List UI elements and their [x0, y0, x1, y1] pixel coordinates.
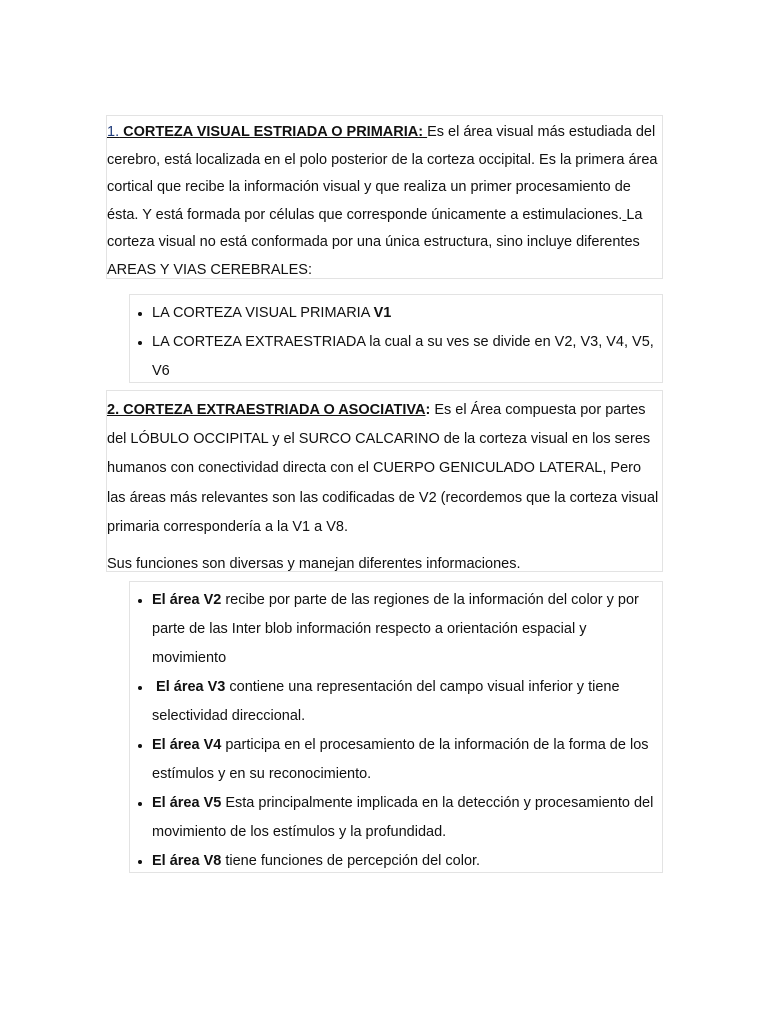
- list2-item-text: recibe por parte de las regiones de la información del color y por parte de las Inter blob información respecto a orientación espacial y movimiento: [152, 592, 639, 666]
- section1-heading: CORTEZA VISUAL ESTRIADA O PRIMARIA:: [119, 124, 428, 140]
- list2-item-label: El área V2: [152, 592, 222, 608]
- list2: [130, 586, 660, 876]
- list-item: [152, 299, 660, 328]
- list2-item-text: participa en el procesamiento de la información de la forma de los estímulos y en su reconocimiento.: [152, 737, 649, 782]
- list-item: [152, 673, 660, 731]
- list2-item-text: tiene funciones de percepción del color.: [221, 853, 481, 869]
- section2-heading: 2. CORTEZA EXTRAESTRIADA O ASOCIATIVA: [107, 402, 426, 418]
- list-item: [152, 586, 660, 673]
- section1-paragraph: [107, 119, 663, 284]
- section1-body-a: Es el área visual más estudiada del cerebro, está localizada en el polo posterior de la corteza occipital. Es la primera área cortical que recibe la información visual y que realiza un primer procesamiento de ésta. Y está formada por células que corresponde únicamente a estimulaciones.: [107, 124, 658, 223]
- section2-functions: Sus funciones son diversas y manejan diferentes informaciones.: [107, 556, 521, 572]
- list2-item-label: El área V8: [152, 853, 222, 869]
- section2-colon: :: [425, 402, 431, 418]
- section2-body: Es el Área compuesta por partes del LÓBULO OCCIPITAL y el SURCO CALCARINO de la corteza visual en los seres humanos con conectividad directa con el CUERPO GENICULADO LATERAL, Pero las áreas más relevantes son las codificadas de V2 (recordemos que la corteza visual primaria correspondería a la V1 a V8.: [107, 402, 659, 535]
- section1-body-b: La corteza visual no está conformada por una única estructura, sino incluye diferentes AREAS Y VIAS CEREBRALES:: [107, 206, 643, 278]
- list2-item-text: Esta principalmente implicada en la detección y procesamiento del movimiento de los estímulos y la profundidad.: [152, 795, 654, 840]
- section1-number: 1.: [107, 124, 120, 140]
- list-item: [152, 731, 660, 789]
- list-item: [152, 789, 660, 847]
- list1: [130, 299, 660, 386]
- list1-item1-bold: V1: [373, 305, 392, 321]
- section2-paragraph: [107, 396, 661, 542]
- list2-item-label: El área V3: [152, 679, 226, 695]
- list2-item-label: El área V4: [152, 737, 222, 753]
- list2-item-label: El área V5: [152, 795, 222, 811]
- list-item: [152, 847, 660, 876]
- list2-item-text: contiene una representación del campo visual inferior y tiene selectividad direccional.: [152, 679, 620, 724]
- list-item: [152, 328, 660, 386]
- list1-item2-text: LA CORTEZA EXTRAESTRIADA la cual a su ves se divide en V2, V3, V4, V5, V6: [152, 334, 654, 379]
- list1-item1-text: LA CORTEZA VISUAL PRIMARIA: [152, 305, 374, 321]
